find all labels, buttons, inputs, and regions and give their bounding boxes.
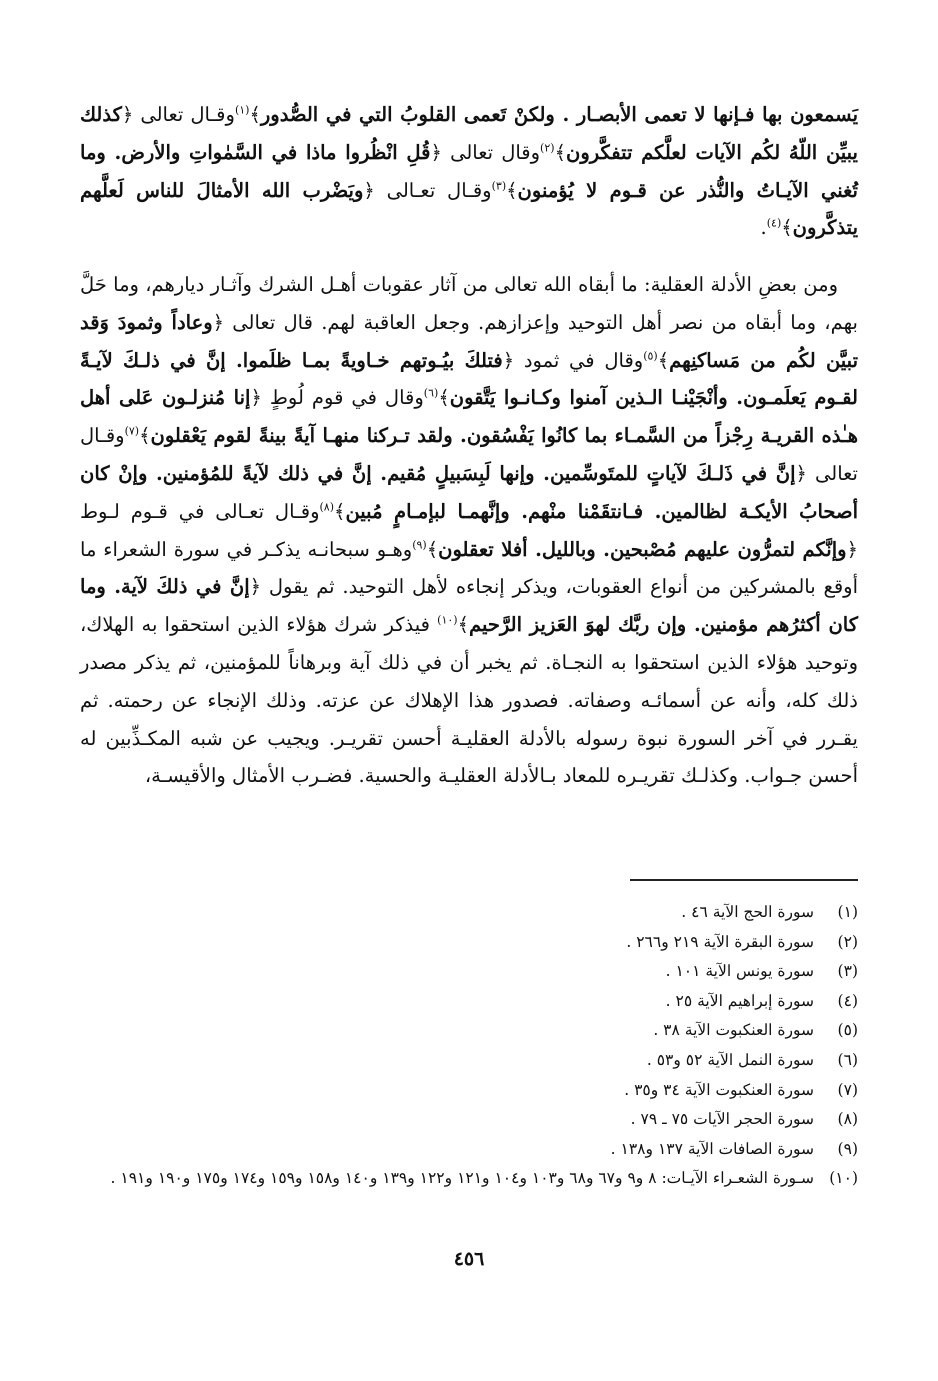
text-run: . <box>760 216 767 240</box>
quran-quote: إنَّ في ذَلـكَ لآياتٍ للمتَوسِّمين. وإنها لَبِسَبيلٍ مُقيم. إنَّ في ذلك لآيةً للمُؤمنين. وإنْ كان أصحابُ الأيكـة لظالمين. فـانتقَمْنا منْهم. وإنَّهمـا لبإمـامٍ مُبين <box>80 461 858 523</box>
text-run: وهـو سبحانـه يذكـر في سورة الشعراء ما أوقع بالمشركين من أنواع العقوبات، ويذكر إنجاءه لأهل التوحيد. ثم يقول ﴿ <box>80 537 858 599</box>
paragraph <box>80 266 858 795</box>
footnote-number: (٤) <box>837 991 858 1010</box>
footnote <box>80 1076 858 1106</box>
footnote-number: (٣) <box>837 962 858 981</box>
footnote-marker: (٤) <box>766 216 782 230</box>
footnote-marker: (٥) <box>643 349 658 363</box>
footnote-marker: (٣) <box>491 179 507 193</box>
text-run: وقال تعالى ﴿ <box>430 140 541 164</box>
footnote-divider <box>630 879 858 881</box>
footnote-marker: (٩) <box>412 538 427 552</box>
text-run: ﴾ <box>249 103 261 126</box>
footnote-text: سورة النمل الآية ٥٢ و٥٣ . <box>646 1050 814 1069</box>
footnote-text: سورة البقرة الآية ٢١٩ و٢٦٦ . <box>626 932 814 951</box>
footnote-number: (٩) <box>837 1139 858 1158</box>
footnote <box>80 1046 858 1076</box>
quran-quote: قُلِ انْظُروا ماذا في السَّمٰواتِ والأرض. وما تُغني الآيـاتُ والنُّذر عن قـوم لا يُؤمنون <box>80 140 858 202</box>
text-run: وقـال تعالى ﴿ <box>80 424 858 485</box>
text-run: وقال في قوم لُوطٍ ﴿ <box>250 386 424 410</box>
text-run: ﴾ <box>554 140 566 164</box>
footnote-number: (٦) <box>837 1050 858 1069</box>
footnote-number: (٢) <box>837 932 858 951</box>
quran-quote: فتلكَ بيُـوتهم خـاويةً بمـا ظلَموا. إنَّ في ذلـكَ لآيـةً لقـوم يَعلَمـون. وأنْجَيْنـا الـذين آمنوا وكـانـوا يَتَّقون <box>80 348 858 410</box>
footnote <box>80 928 858 958</box>
footnote-marker: (٦) <box>423 386 439 400</box>
footnote-text: سورة العنكبوت الآية ٣٤ و٣٥ . <box>624 1080 814 1099</box>
quran-quote: كذلك يبيِّن اللّهُ لكُم الآيات لعلَّكم تتفكَّرون <box>80 103 858 164</box>
text-run: ﴾ <box>657 348 670 372</box>
main-text-paragraph-1 <box>80 96 858 247</box>
main-text-paragraph-2 <box>80 266 858 795</box>
footnote-marker: (١٠) <box>437 613 458 627</box>
footnote-number: (١) <box>837 903 858 921</box>
text-run: ﴾ <box>334 499 346 523</box>
footnote <box>80 1105 858 1135</box>
text-run: ﴾ <box>426 537 439 561</box>
text-run: ﴾ <box>438 386 450 410</box>
footnote-text: سورة العنكبوت الآية ٣٨ . <box>653 1021 814 1040</box>
footnote-marker: (١) <box>234 103 250 117</box>
footnote-text: سورة الصافات الآية ١٣٧ و١٣٨ . <box>610 1139 814 1158</box>
text-run: وقـال تعـالى في قـوم لـوط ﴿ <box>80 499 858 561</box>
text-run: وقـال تعـالى ﴿ <box>363 178 492 202</box>
footnote-text: سورة الحجر الآيات ٧٥ ـ ٧٩ . <box>630 1110 814 1129</box>
footnote-number: (٥) <box>837 1021 858 1040</box>
footnote-text: سورة يونس الآية ١٠١ . <box>665 962 814 981</box>
text-run: ﴾ <box>781 216 793 240</box>
quran-quote: وعاداً وثمودَ وَقد تبيَّن لكُم من مَساكنِهم <box>80 310 858 372</box>
text-run: ومن بعضِ الأدلة العقلية: ما أبقاه الله تعالى من آثار عقوبات أهـل الشرك وآثـار ديارهم، وما حَلَّ بهم، وما أبقاه من نصر أهل التوحيد وإعزازهم. وجعل العاقبة لهم. قال تعالى ﴿ <box>80 273 858 334</box>
paragraph <box>80 96 858 247</box>
quran-quote: وإنَّكم لتمرُّون عليهم مُصْبحين. وبالليل. أفلا تعقلون <box>438 537 847 561</box>
footnote <box>80 987 858 1017</box>
text-run: فيذكر شرك هؤلاء الذين استحقوا به الهلاك، وتوحيد هؤلاء الذين استحقوا به النجـاة. ثم يخبر أن في ذلك آية وبرهاناً للمؤمنين، ثم يذكر مصدر ذلك كله، وأنه عن أسمائـه وصفاته. فصدور هذا الإهلاك عن عزته. وذلك الإنجاء عن رحمته. ثم يقـرر في آخر السورة نبوة رسوله بالأدلة العقليـة أحسن تقريـر. ويجيب عن شبه المكـذِّبين له أحسن جـواب. وكذلـك تقريـره للمعاد بـالأدلة العقليـة والحسية. فضـرب الأمثال والأقيسـة، <box>80 613 858 788</box>
page-number: ٤٥٦ <box>453 1248 485 1270</box>
footnote <box>80 1135 858 1165</box>
quran-quote: إنا مُنزلـون عَلى أهل هـٰذه القريـة رِجْزاً من السَّمـاء بما كانُوا يَفْسُقون. ولقد تـركنا منهـا آيةً بينةً لقوم يَعْقلون <box>80 386 858 448</box>
quran-quote: يَسمعون بها فـإنها لا تعمى الأبصـار . ولكنْ تَعمى القلوبُ التي في الصُّدور <box>260 103 859 126</box>
text-run: ﴾ <box>457 613 469 637</box>
footnotes-list <box>80 898 858 1194</box>
footnote <box>80 1016 858 1046</box>
text-run: وقال في ثمود ﴿ <box>502 348 644 372</box>
footnote <box>80 898 858 928</box>
text-run: وقـال تعالى ﴿ <box>121 103 235 126</box>
footnote <box>80 957 858 987</box>
footnote <box>80 1164 858 1194</box>
footnote-number: (١٠) <box>829 1169 858 1188</box>
footnote-marker: (٧) <box>124 424 140 438</box>
footnote-number: (٨) <box>837 1110 858 1129</box>
quran-quote: ويَضْرب الله الأمثالَ للناس لَعلَّهم يتذكَّرون <box>80 178 858 240</box>
footnote-text: سورة إبراهيم الآية ٢٥ . <box>665 991 814 1010</box>
text-run: ﴾ <box>139 424 151 448</box>
footnote-text: سورة الحج الآية ٤٦ . <box>681 903 814 921</box>
text-run: ﴾ <box>506 178 518 202</box>
footnote-marker: (٢) <box>540 141 555 155</box>
footnote-number: (٧) <box>837 1080 858 1099</box>
footnote-marker: (٨) <box>319 500 335 514</box>
quran-quote: إنَّ في ذلكَ لآية. وما كان أكثرُهم مؤمنين. وإن ربَّك لهوَ العَزيز الرَّحيم <box>80 575 858 637</box>
footnote-text: سـورة الشعـراء الآيـات: ٨ و٩ و٦٧ و٦٨ و١٠٣ و١٠٤ و١٢١ و١٢٢ و١٣٩ و١٤٠ و١٥٨ و١٥٩ و١٧٤ و١٧٥ و١٩٠ و١٩١ . <box>110 1169 814 1188</box>
